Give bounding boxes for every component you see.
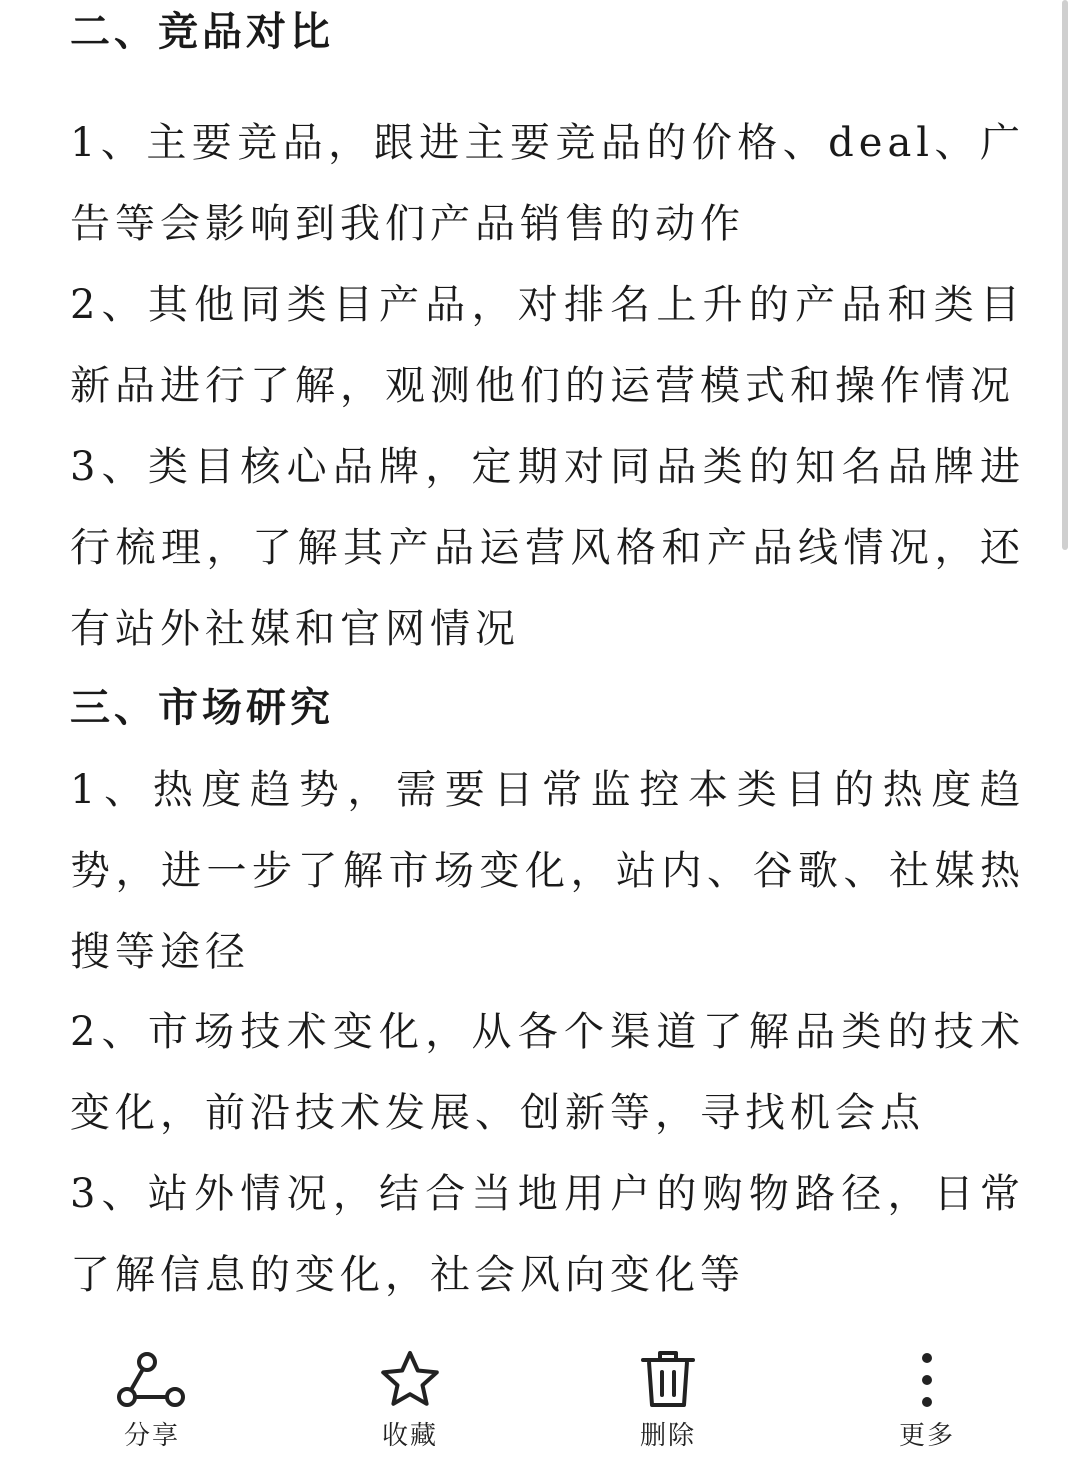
paragraph-market-1: 1、热度趋势，需要日常监控本类目的热度趋势，进一步了解市场变化，站内、谷歌、社媒热搜等途径	[70, 767, 1025, 975]
paragraph-market-2: 2、市场技术变化，从各个渠道了解品类的技术变化，前沿技术发展、创新等，寻找机会点	[70, 1009, 1025, 1136]
share-label: 分享	[123, 1421, 180, 1451]
section-heading-competitor: 二、竞品对比	[70, 8, 334, 55]
delete-button[interactable]	[598, 1350, 738, 1474]
bottom-action-bar	[0, 1330, 1080, 1484]
trash-icon	[633, 1350, 703, 1410]
share-icon	[117, 1350, 187, 1410]
section-heading-market: 三、市场研究	[70, 684, 334, 731]
favorite-button[interactable]	[340, 1350, 480, 1474]
paragraph-competitor-3: 3、类目核心品牌，定期对同品类的知名品牌进行梳理，了解其产品运营风格和产品线情况，还有站外社媒和官网情况	[70, 444, 1025, 652]
share-button[interactable]	[82, 1350, 222, 1474]
more-label: 更多	[898, 1421, 955, 1451]
more-button[interactable]	[857, 1350, 997, 1474]
delete-label: 删除	[639, 1421, 696, 1451]
paragraph-competitor-1: 1、主要竞品，跟进主要竞品的价格、deal、广告等会影响到我们产品销售的动作	[70, 120, 1025, 247]
favorite-label: 收藏	[381, 1421, 438, 1451]
more-vertical-icon	[892, 1350, 962, 1410]
star-icon	[375, 1350, 445, 1410]
paragraph-competitor-2: 2、其他同类目产品，对排名上升的产品和类目新品进行了解，观测他们的运营模式和操作情况	[70, 282, 1025, 409]
paragraph-market-3: 3、站外情况，结合当地用户的购物路径，日常了解信息的变化，社会风向变化等	[70, 1171, 1025, 1298]
scrollbar-thumb[interactable]	[1062, 0, 1068, 550]
